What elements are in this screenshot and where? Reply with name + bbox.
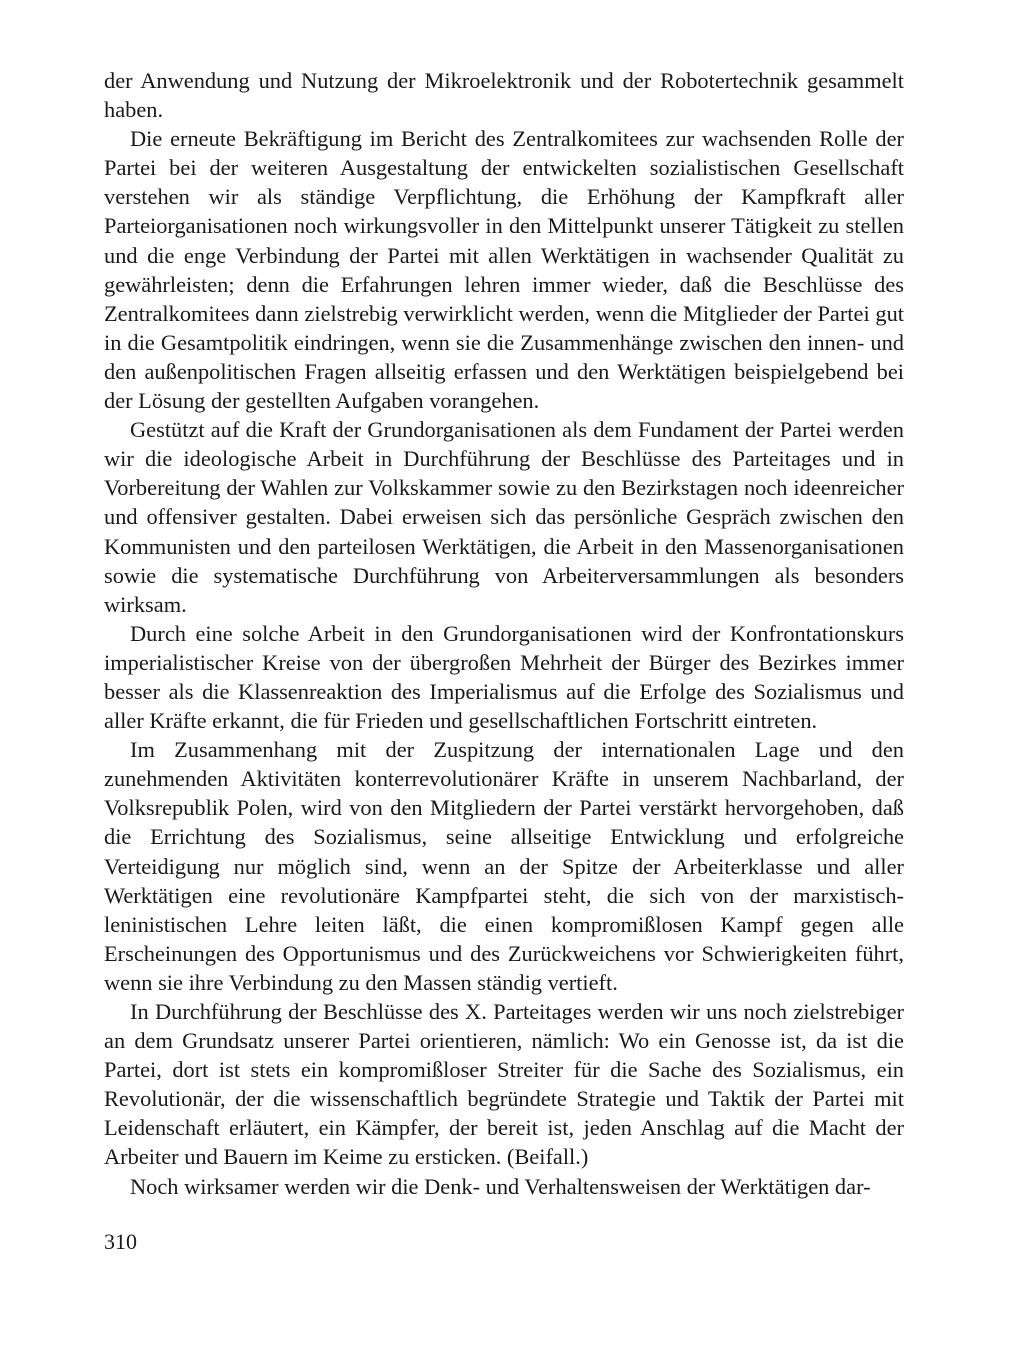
body-text [104, 66, 904, 1201]
paragraph-6: In Durchführung der Beschlüsse des X. Parteitages werden wir uns noch zielstrebiger an dem Grundsatz unserer Partei orientieren, nämlich: Wo ein Genosse ist, da ist die Partei, dort ist stets ein kompromißloser Streiter für die Sache des Sozialismus, ein Revolutionär, der die wissenschaftlich begründete Strategie und Taktik der Partei mit Leidenschaft erläutert, ein Kämpfer, der bereit ist, jeden Anschlag auf die Macht der Arbeiter und Bauern im Keime zu ersticken. (Beifall.) [104, 999, 904, 1170]
paragraph-1: der Anwendung und Nutzung der Mikroelektronik und der Robotertechnik gesammelt haben. [104, 68, 904, 123]
paragraph-4: Durch eine solche Arbeit in den Grundorganisationen wird der Konfrontationskurs imperialistischer Kreise von der übergroßen Mehrheit der Bürger des Bezirkes immer besser als die Klassenreaktion des Imperialismus auf die Erfolge des Sozialismus und aller Kräfte erkannt, die für Frieden und gesellschaftlichen Fortschritt eintreten. [104, 620, 904, 734]
paragraph-5: Im Zusammenhang mit der Zuspitzung der internationalen Lage und den zunehmenden Aktivitäten konterrevolutionärer Kräfte in unserem Nachbarland, der Volksrepublik Polen, wird von den Mitgliedern der Partei verstärkt hervorgehoben, daß die Errichtung des Sozialismus, seine allseitige Entwicklung und erfolgreiche Verteidigung nur möglich sind, wenn an der Spitze der Arbeiterklasse und aller Werktätigen eine revolutionäre Kampfpartei steht, die sich von der marxistisch-leninistischen Lehre leiten läßt, die einen kompromißlosen Kampf gegen alle Erscheinungen des Opportunismus und des Zurückweichens vor Schwierigkeiten führt, wenn sie ihre Verbindung zu den Massen ständig vertieft. [104, 737, 904, 995]
paragraph-7: Noch wirksamer werden wir die Denk- und Verhaltensweisen der Werktätigen dar- [130, 1173, 871, 1199]
paragraph-3: Gestützt auf die Kraft der Grundorganisationen als dem Fundament der Partei werden wir die ideologische Arbeit in Durchführung der Beschlüsse des Parteitages und in Vorbereitung der Wahlen zur Volkskammer sowie zu den Bezirkstagen noch ideenreicher und offensiver gestalten. Dabei erweisen sich das persönliche Gespräch zwischen den Kommunisten und den parteilosen Werktätigen, die Arbeit in den Massenorganisationen sowie die systematische Durchführung von Arbeiterversammlungen als besonders wirksam. [104, 417, 904, 617]
paragraph-2: Die erneute Bekräftigung im Bericht des Zentralkomitees zur wachsenden Rolle der Partei bei der weiteren Ausgestaltung der entwickelten sozialistischen Gesellschaft verstehen wir als ständige Verpflichtung, die Erhöhung der Kampfkraft aller Parteiorganisationen noch wirkungsvoller in den Mittelpunkt unserer Tätigkeit zu stellen und die enge Verbindung der Partei mit allen Werktätigen in wachsender Qualität zu gewährleisten; denn die Erfahrungen lehren immer wieder, daß die Beschlüsse des Zentralkomitees dann zielstrebig verwirklicht werden, wenn die Mitglieder der Partei gut in die Gesamtpolitik eindringen, wenn sie die Zusammenhänge zwischen den innen- und den außenpolitischen Fragen allseitig erfassen und den Werktätigen beispielgebend bei der Lösung der gestellten Aufgaben vorangehen. [104, 126, 904, 414]
page-number: 310 [104, 1229, 137, 1254]
